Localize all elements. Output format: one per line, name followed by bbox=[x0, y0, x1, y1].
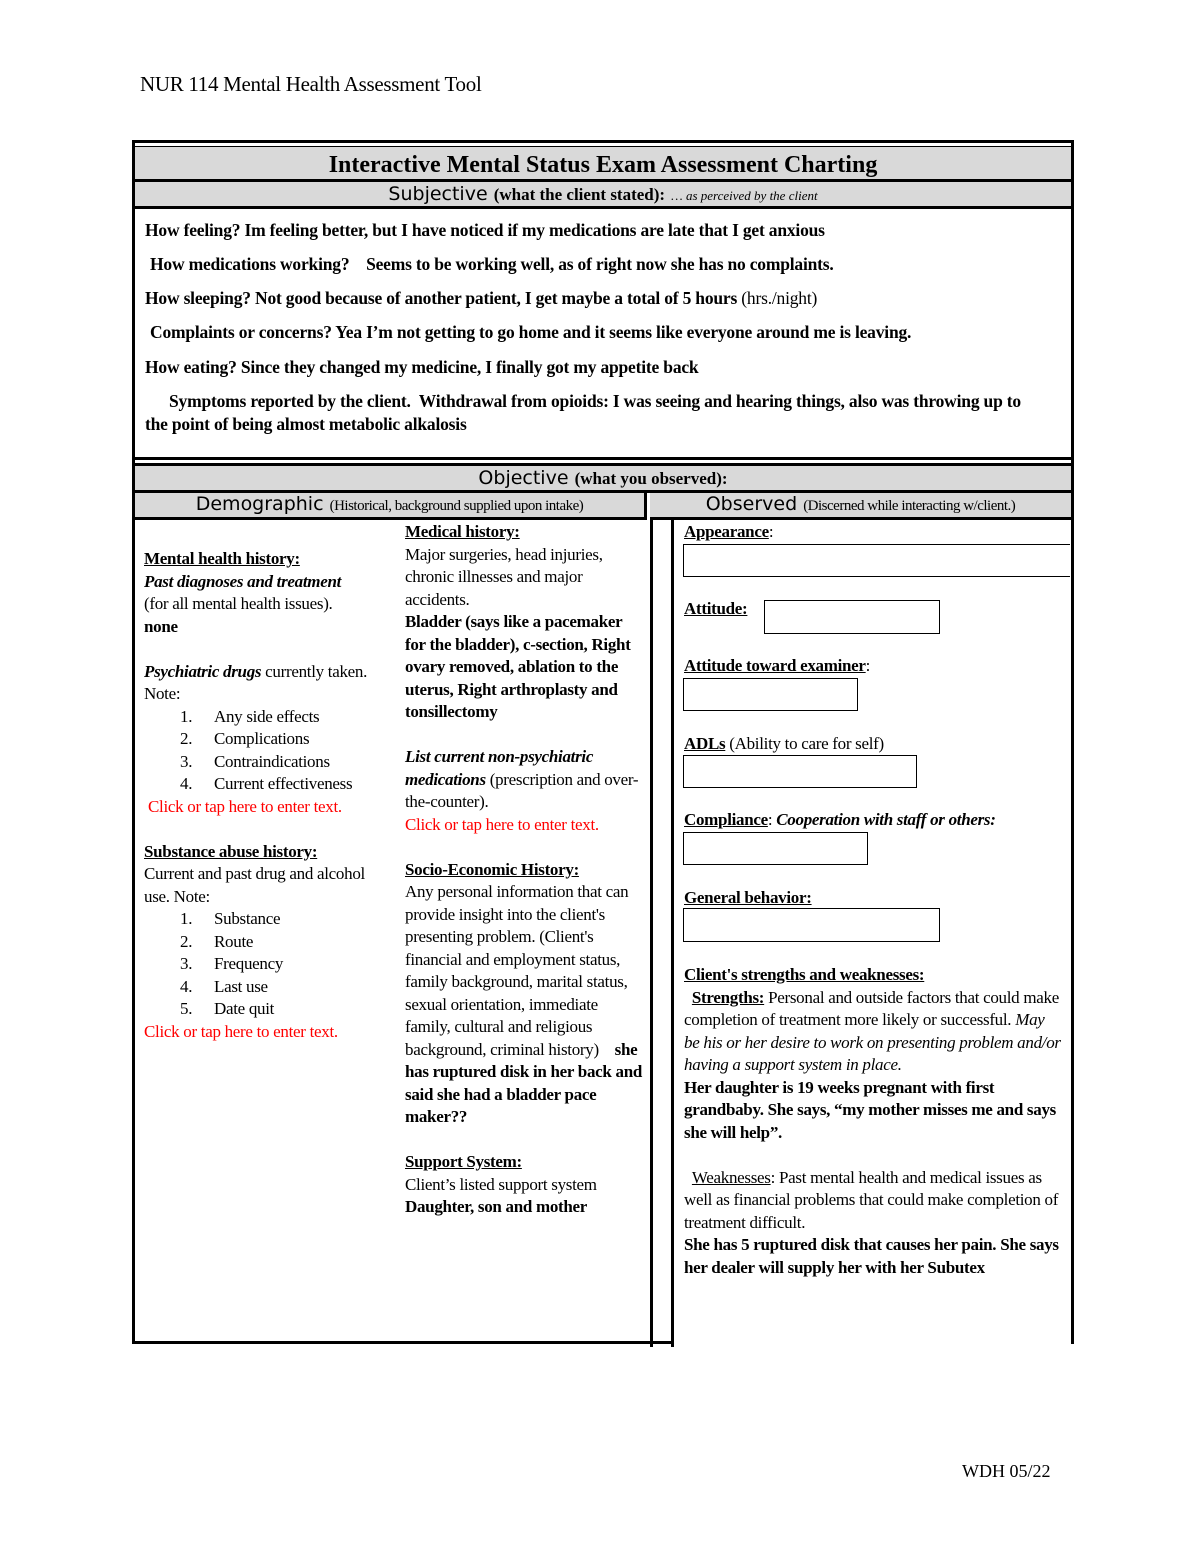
objective-header bbox=[135, 463, 1071, 493]
compliance-label-line: Compliance: Cooperation with staff or others: bbox=[684, 810, 996, 829]
socio-economic-answer: she has ruptured disk in her back and said she had a bladder pace maker?? bbox=[405, 1039, 643, 1126]
question-label: How eating? bbox=[145, 357, 237, 377]
medical-history-desc: Major surgeries, head injuries, chronic illnesses and major accidents. bbox=[405, 544, 603, 609]
answer-text: Not good because of another patient, I get maybe a total of 5 hours bbox=[255, 288, 738, 308]
compliance-field[interactable] bbox=[683, 832, 868, 865]
subjective-eating bbox=[145, 356, 1041, 379]
support-system-answer: Daughter, son and mother bbox=[405, 1197, 588, 1216]
substance-notes-list bbox=[144, 908, 389, 1021]
general-behavior-row bbox=[684, 887, 812, 910]
demographic-label: Demographic bbox=[195, 493, 324, 515]
adls-field[interactable] bbox=[683, 755, 917, 788]
attitude-row bbox=[684, 598, 747, 621]
substance-heading: Substance abuse history: bbox=[144, 841, 318, 861]
demographic-right-column bbox=[405, 521, 645, 1219]
weaknesses-text: Weaknesses: Past mental health and medical issues as well as financial problems that could make completion of treatment difficult. bbox=[684, 1167, 1059, 1232]
psychiatric-drugs-label: Psychiatric drugs bbox=[144, 661, 262, 681]
strengths-weaknesses-heading: Client's strengths and weaknesses: bbox=[684, 965, 925, 984]
list-item-text: Current effectiveness bbox=[214, 774, 353, 793]
subjective-complaints bbox=[150, 321, 1041, 344]
document-header: NUR 114 Mental Health Assessment Tool bbox=[140, 72, 482, 96]
drug-notes-list bbox=[144, 706, 389, 796]
non-psych-meds-text bbox=[405, 746, 645, 814]
attitude-examiner-label: Attitude toward examiner bbox=[684, 656, 866, 675]
list-item: 3. Frequency bbox=[180, 954, 284, 973]
demographic-paren: (Historical, background supplied upon intake) bbox=[329, 498, 584, 514]
list-item-text: Substance bbox=[214, 909, 281, 928]
support-system-desc: Client’s listed support system bbox=[405, 1174, 597, 1194]
answer-text: Since they changed my medicine, I finally got my appetite back bbox=[240, 357, 699, 377]
list-item: 4. Current effectiveness bbox=[180, 774, 353, 793]
support-system-heading: Support System: bbox=[405, 1152, 522, 1171]
subjective-label: Subjective bbox=[388, 183, 488, 205]
appearance-label: Appearance bbox=[684, 522, 769, 541]
substance-placeholder[interactable]: Click or tap here to enter text. bbox=[144, 1021, 338, 1041]
adls-label-line bbox=[684, 733, 884, 756]
subjective-note: … as perceived by the client bbox=[671, 188, 818, 203]
psychiatric-drugs-text bbox=[144, 661, 389, 706]
observed-header bbox=[650, 493, 1071, 520]
list-item: 5. Date quit bbox=[180, 999, 275, 1018]
subjective-paren: (what the client stated): bbox=[493, 185, 666, 204]
psychiatric-drugs-desc: currently taken. Note: bbox=[144, 661, 368, 703]
general-behavior-label: General behavior: bbox=[684, 888, 812, 907]
list-item: 2. Route bbox=[180, 931, 254, 951]
assessment-form bbox=[132, 140, 1074, 1344]
answer-text: Withdrawal from opioids: I was seeing and hearing things, also was throwing up to the point of being almost metabolic alkalosis bbox=[145, 391, 1021, 434]
attitude-label: Attitude: bbox=[684, 599, 748, 618]
past-diagnoses-label: Past diagnoses and treatment bbox=[144, 571, 342, 591]
strengths-answer: Her daughter is 19 weeks pregnant with first grandbaby. She says, “my mother misses me and says she will help”. bbox=[684, 1077, 1056, 1142]
adls-label: ADLs bbox=[684, 734, 726, 753]
question-label: Complaints or concerns? bbox=[150, 322, 332, 342]
list-item: 4. Last use bbox=[180, 976, 268, 996]
form-title: Interactive Mental Status Exam Assessment Charting bbox=[135, 146, 1071, 179]
attitude-field[interactable] bbox=[764, 600, 940, 634]
strengths-desc: Personal and outside factors that could make completion of treatment more likely or successful. bbox=[684, 987, 1059, 1029]
bottom-border bbox=[132, 1341, 394, 1344]
subjective-symptoms bbox=[145, 390, 1041, 436]
non-psych-meds-placeholder[interactable]: Click or tap here to enter text. bbox=[405, 814, 599, 834]
subjective-feeling bbox=[145, 219, 1041, 242]
non-psych-meds-label: List current non-psychiatric medications bbox=[405, 747, 594, 789]
list-item: 3. Contraindications bbox=[180, 751, 330, 771]
document-footer: WDH 05/22 bbox=[962, 1461, 1051, 1481]
substance-desc: Current and past drug and alcohol use. Note: bbox=[144, 864, 365, 906]
strengths-text bbox=[684, 987, 1062, 1077]
demographic-header bbox=[135, 493, 647, 520]
socio-economic-desc: Any personal information that can provide insight into the client's presenting problem. (Client's financial and employment status, family background, marital status, sexual orientation, immediate family, cultural and religious background, criminal history) bbox=[405, 882, 629, 1059]
weaknesses-label: Weaknesses bbox=[691, 1167, 771, 1187]
observed-column bbox=[684, 521, 1064, 544]
compliance-label: Compliance bbox=[684, 810, 768, 829]
medical-history-heading: Medical history: bbox=[405, 522, 520, 541]
psychiatric-drugs-placeholder[interactable]: Click or tap here to enter text. bbox=[148, 796, 342, 816]
compliance-desc: Cooperation with staff or others: bbox=[776, 810, 996, 829]
question-label: How feeling? bbox=[145, 220, 241, 240]
medical-history-answer: Bladder (says like a pacemaker for the bladder), c-section, Right ovary removed, ablation to the uterus, Right arthroplasty and tonsillectomy bbox=[405, 612, 631, 721]
answer-text: Im feeling better, but I have noticed if my medications are late that I get anxious bbox=[244, 220, 825, 240]
strengths-label: Strengths: bbox=[691, 987, 765, 1007]
list-item-text: Last use bbox=[214, 976, 268, 996]
subjective-section bbox=[135, 209, 1071, 460]
compliance-row bbox=[684, 809, 996, 832]
list-item: 1. Substance bbox=[180, 909, 281, 928]
demographic-left-column bbox=[144, 548, 389, 1043]
observed-paren: (Discerned while interacting w/client.) bbox=[803, 498, 1016, 514]
list-item-text: Route bbox=[214, 931, 254, 951]
list-item-text: Date quit bbox=[214, 999, 275, 1018]
subjective-medications bbox=[150, 253, 1041, 276]
objective-label: Objective bbox=[478, 467, 569, 489]
appearance-field[interactable] bbox=[683, 544, 1070, 577]
weaknesses-answer: She has 5 ruptured disk that causes her pain. She says her dealer will supply her with her Subutex bbox=[684, 1235, 1059, 1277]
attitude-examiner-label-line: Attitude toward examiner: bbox=[684, 656, 871, 675]
attitude-examiner-field[interactable] bbox=[683, 678, 858, 711]
appearance-label-line: Appearance: bbox=[684, 522, 774, 541]
objective-paren: (what you observed): bbox=[574, 469, 728, 488]
observed-label: Observed bbox=[705, 493, 798, 515]
answer-text: Seems to be working well, as of right now she has no complaints. bbox=[366, 254, 834, 274]
attitude-examiner-row bbox=[684, 655, 870, 678]
bottom-border bbox=[394, 1341, 672, 1344]
column-divider bbox=[671, 520, 674, 1347]
subjective-header bbox=[135, 179, 1071, 209]
past-diagnoses-desc: (for all mental health issues). bbox=[144, 594, 333, 613]
adls-row bbox=[684, 733, 884, 756]
list-item-text: Complications bbox=[214, 729, 310, 748]
list-item: 2. Complications bbox=[180, 729, 310, 748]
units-note: (hrs./night) bbox=[741, 288, 818, 308]
question-label: How sleeping? bbox=[145, 288, 251, 308]
subjective-sleeping bbox=[145, 287, 1041, 310]
adls-desc: (Ability to care for self) bbox=[729, 734, 884, 753]
list-item-text: Contraindications bbox=[214, 751, 330, 771]
socio-economic-text bbox=[405, 881, 645, 1129]
column-divider bbox=[650, 520, 653, 1347]
strengths-weaknesses-section bbox=[684, 964, 1062, 1279]
list-item-text: Frequency bbox=[214, 954, 284, 973]
socio-economic-heading: Socio-Economic History: bbox=[405, 859, 579, 879]
mental-health-answer: none bbox=[144, 616, 178, 636]
question-label: Symptoms reported by the client. bbox=[169, 391, 411, 411]
general-behavior-field[interactable] bbox=[683, 908, 940, 942]
non-psych-meds-desc: (prescription and over-the-counter). bbox=[405, 769, 639, 811]
weaknesses-desc: Past mental health and medical issues as well as financial problems that could make completion of treatment difficult. bbox=[684, 1167, 1059, 1232]
list-item-text: Any side effects bbox=[214, 706, 320, 726]
question-label: How medications working? bbox=[150, 254, 350, 274]
strengths-example: May be his or her desire to work on presenting problem and/or having a support system in place. bbox=[684, 1010, 1061, 1074]
mental-health-heading: Mental health history: bbox=[144, 549, 300, 568]
answer-text: Yea I’m not getting to go home and it seems like everyone around me is leaving. bbox=[335, 322, 912, 342]
list-item: 1. Any side effects bbox=[180, 706, 320, 726]
